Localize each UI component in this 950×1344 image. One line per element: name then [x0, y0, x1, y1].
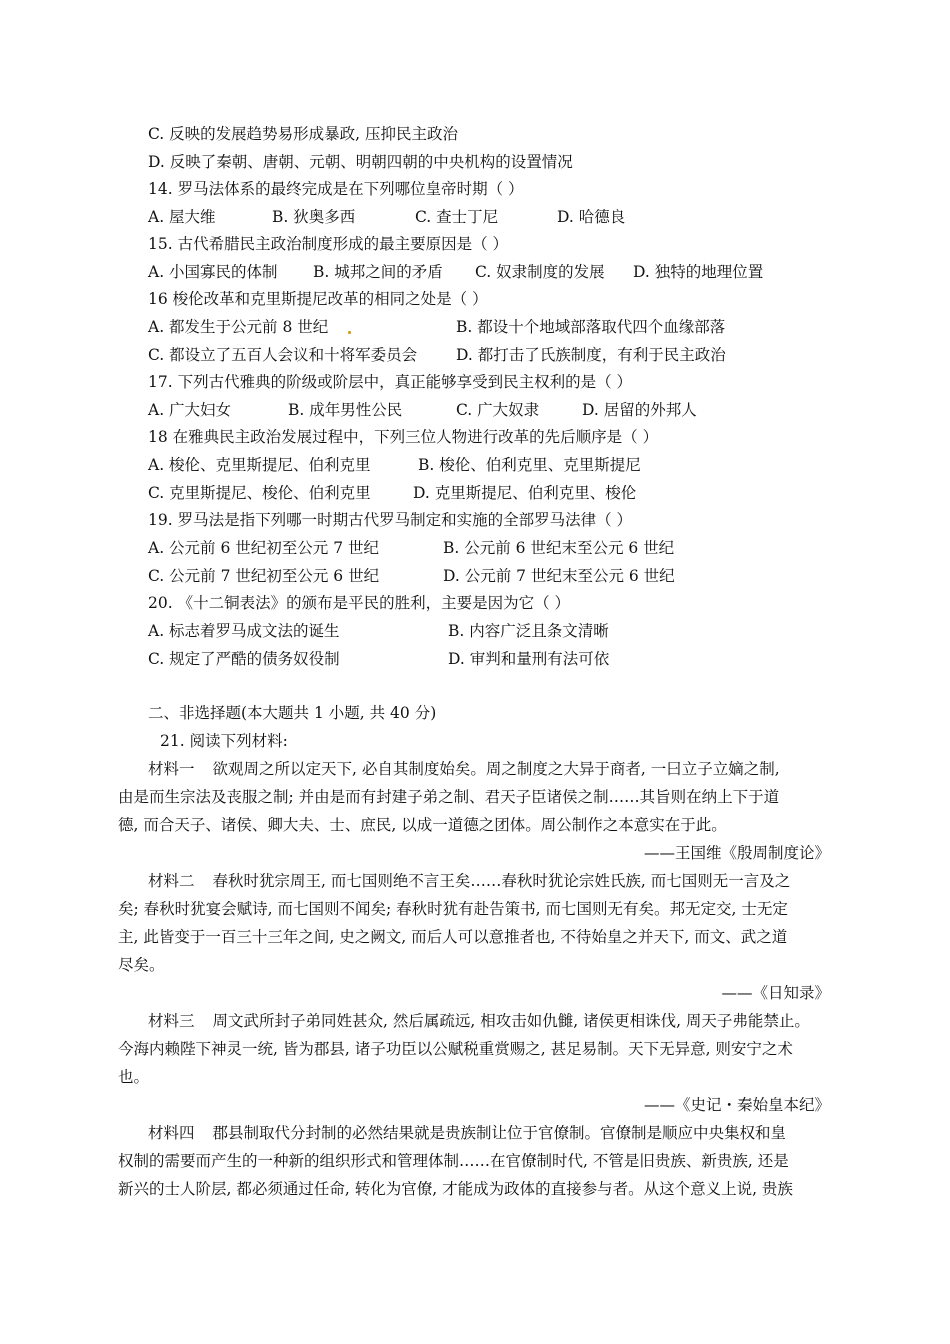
q18-stem: 18 在雅典民主政治发展过程中，下列三位人物进行改革的先后顺序是（ ）	[148, 428, 659, 446]
material-4-line-1	[148, 1123, 786, 1143]
material-1-text: 欲观周之所以定天下, 必自其制度始矣。周之制度之大异于商者, 一曰立子立嫡之制,	[212, 760, 780, 778]
q18-option-a: A. 梭伦、克里斯提尼、伯利克里	[148, 456, 371, 474]
q15-option-b: B. 城邦之间的矛盾	[313, 263, 443, 281]
q14-option-d: D. 哈德良	[557, 208, 626, 226]
q17-stem: 17. 下列古代雅典的阶级或阶层中，真正能够享受到民主权利的是（ ）	[148, 373, 633, 391]
material-1-line-3: 德, 而合天子、诸侯、卿大夫、士、庶民, 以成一道德之团体。周公制作之本意实在于此。	[118, 816, 727, 834]
q16-stem: 16 梭伦改革和克里斯提尼改革的相同之处是（ ）	[148, 290, 488, 308]
material-4-line-3: 新兴的士人阶层, 都必须通过任命, 转化为官僚, 才能成为政体的直接参与者。从这个意义上说, 贵族	[118, 1180, 793, 1198]
q16-option-a: A. 都发生于公元前 8 世纪	[148, 318, 329, 336]
q20-option-d: D. 审判和量刑有法可依	[448, 650, 610, 668]
speck-mark	[348, 331, 351, 334]
material-3-text: 周文武所封子弟同姓甚众, 然后属疏远, 相攻击如仇雠, 诸侯更相诛伐, 周天子弗能禁止。	[212, 1012, 810, 1030]
material-3-label: 材料三	[148, 1012, 195, 1030]
material-2-line-2: 矣; 春秋时犹宴会赋诗, 而七国则不闻矣; 春秋时犹有赴告策书, 而七国则无有矣。邦无定交, 士无定	[118, 900, 788, 918]
material-4-line-2: 权制的需要而产生的一种新的组织形式和管理体制……在官僚制时代, 不管是旧贵族、新贵族, 还是	[118, 1152, 789, 1170]
material-4-text: 郡县制取代分封制的必然结果就是贵族制让位于官僚制。官僚制是顺应中央集权和皇	[212, 1124, 787, 1142]
q18-option-c: C. 克里斯提尼、梭伦、伯利克里	[148, 484, 371, 502]
q17-option-b: B. 成年男性公民	[288, 401, 403, 419]
q19-stem: 19. 罗马法是指下列哪一时期古代罗马制定和实施的全部罗马法律（ ）	[148, 511, 633, 529]
q19-option-d: D. 公元前 7 世纪末至公元 6 世纪	[443, 567, 675, 585]
material-1-source: ——王国维《殷周制度论》	[643, 844, 830, 862]
q14-option-a: A. 屋大维	[148, 208, 216, 226]
q17-option-a: A. 广大妇女	[148, 401, 232, 419]
material-3-line-3: 也。	[118, 1068, 150, 1086]
material-3-line-2: 今海内赖陛下神灵一统, 皆为郡县, 诸子功臣以公赋税重赏赐之, 甚足易制。天下无异意, 则安宁之术	[118, 1040, 793, 1058]
q20-option-b: B. 内容广泛且条文清晰	[448, 622, 609, 640]
q19-option-b: B. 公元前 6 世纪末至公元 6 世纪	[443, 539, 675, 557]
q13-option-c: C. 反映的发展趋势易形成暴政, 压抑民主政治	[148, 125, 459, 143]
material-2-text: 春秋时犹宗周王, 而七国则绝不言王矣……春秋时犹论宗姓氏族, 而七国则无一言及之	[212, 872, 791, 890]
material-1-line-1	[148, 759, 780, 779]
q16-option-c: C. 都设立了五百人会议和十将军委员会	[148, 346, 418, 364]
q19-option-c: C. 公元前 7 世纪初至公元 6 世纪	[148, 567, 380, 585]
q19-option-a: A. 公元前 6 世纪初至公元 7 世纪	[148, 539, 379, 557]
q18-option-b: B. 梭伦、伯利克里、克里斯提尼	[418, 456, 641, 474]
q15-option-c: C. 奴隶制度的发展	[475, 263, 605, 281]
q13-option-d: D. 反映了秦朝、唐朝、元朝、明朝四朝的中央机构的设置情况	[148, 153, 573, 171]
q20-option-c: C. 规定了严酷的债务奴役制	[148, 650, 340, 668]
q14-option-c: C. 查士丁尼	[415, 208, 499, 226]
material-2-line-3: 主, 此皆变于一百三十三年之间, 史之阙文, 而后人可以意推者也, 不待始皇之并天下, 而文、武之道	[118, 928, 788, 946]
q14-option-b: B. 狄奥多西	[272, 208, 356, 226]
q17-option-c: C. 广大奴隶	[456, 401, 540, 419]
material-2-line-1	[148, 871, 790, 891]
material-3-source: ——《史记・秦始皇本纪》	[643, 1096, 830, 1114]
q20-stem: 20. 《十二铜表法》的颁布是平民的胜利，主要是因为它（ ）	[148, 594, 571, 612]
material-2-source: ——《日知录》	[721, 984, 830, 1002]
material-4-label: 材料四	[148, 1124, 195, 1142]
q21-stem: 21. 阅读下列材料:	[160, 732, 288, 750]
material-1-label: 材料一	[148, 760, 195, 778]
q17-option-d: D. 居留的外邦人	[582, 401, 697, 419]
q15-option-a: A. 小国寡民的体制	[148, 263, 278, 281]
material-1-line-2: 由是而生宗法及丧服之制; 并由是而有封建子弟之制、君天子臣诸侯之制……其旨则在纳上下于道	[118, 788, 780, 806]
q16-option-d: D. 都打击了氏族制度，有利于民主政治	[456, 346, 726, 364]
material-3-line-1	[148, 1011, 810, 1031]
q20-option-a: A. 标志着罗马成文法的诞生	[148, 622, 340, 640]
q18-option-d: D. 克里斯提尼、伯利克里、梭伦	[413, 484, 637, 502]
material-2-label: 材料二	[148, 872, 195, 890]
q14-stem: 14. 罗马法体系的最终完成是在下列哪位皇帝时期（ ）	[148, 180, 524, 198]
q16-option-b: B. 都设十个地域部落取代四个血缘部落	[456, 318, 726, 336]
section-heading: 二、非选择题(本大题共 1 小题, 共 40 分)	[148, 704, 437, 722]
material-2-line-4: 尽矣。	[118, 956, 165, 974]
q15-stem: 15. 古代希腊民主政治制度形成的最主要原因是（ ）	[148, 235, 509, 253]
q15-option-d: D. 独特的地理位置	[633, 263, 764, 281]
